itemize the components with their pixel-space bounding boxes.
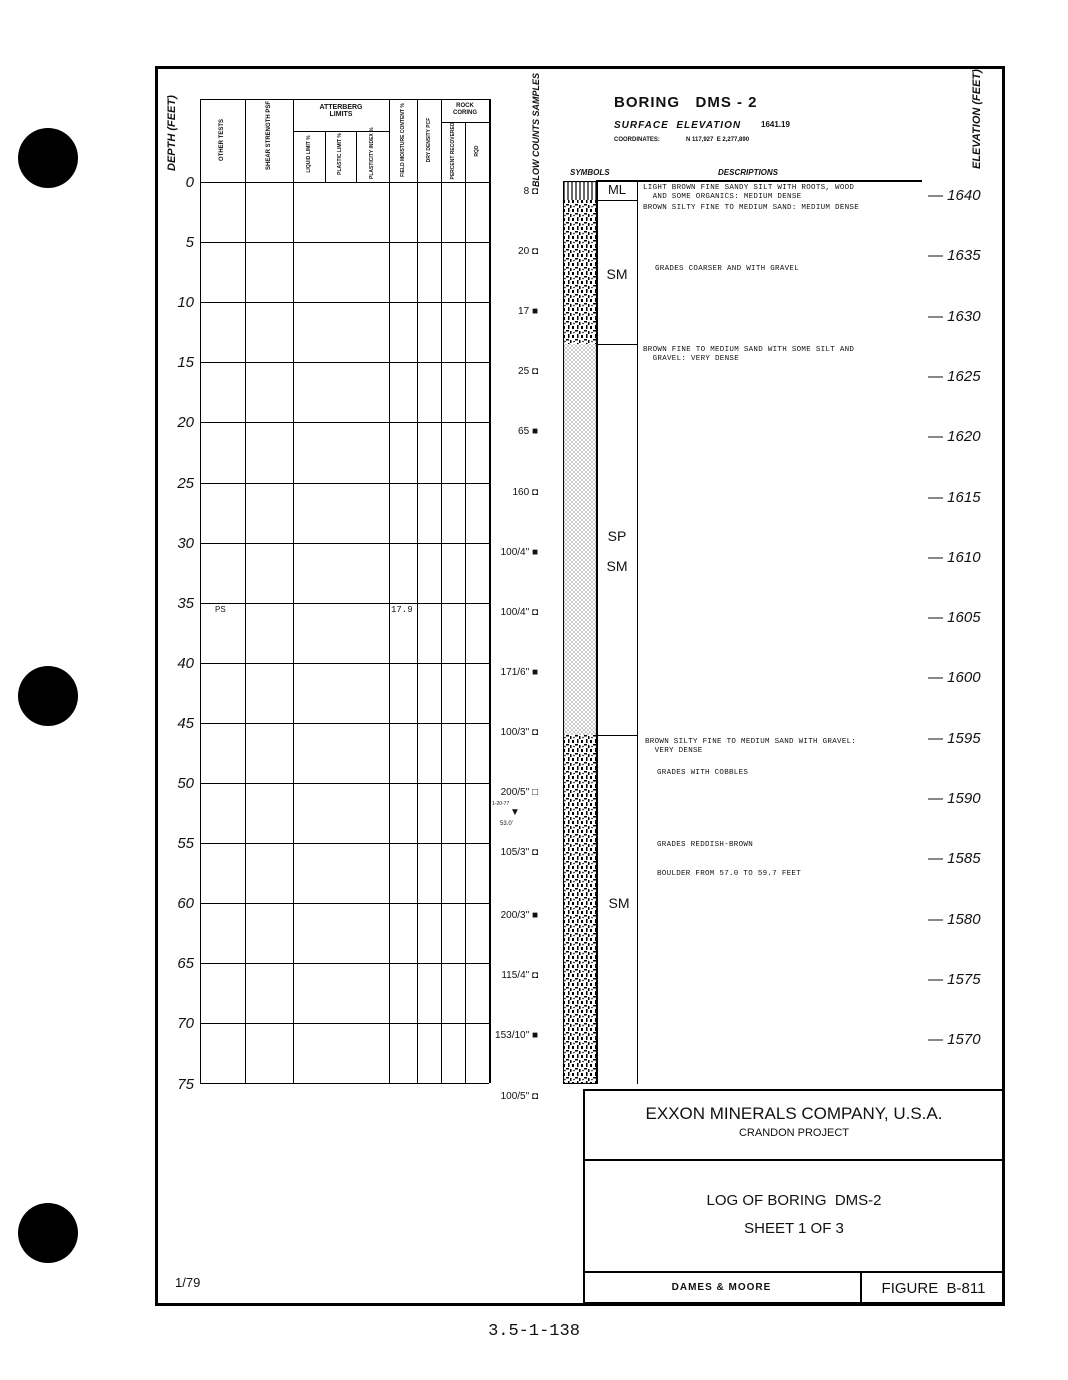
elevation-tick-label: — 1600 [928,669,981,687]
depth-tick-label: 15 [177,354,194,372]
coordinates-label: COORDINATES: [614,137,660,143]
description-4: BROWN FINE TO MEDIUM SAND WITH SOME SILT AND GRAVEL: VERY DENSE [643,346,855,363]
blow-count: 20 ◘ [518,246,538,258]
blow-count: 100/5" ◘ [500,1090,538,1102]
figure-number: FIGURE B-811 [881,1280,986,1297]
depth-tick-label: 5 [185,234,194,252]
water-level-date: 1-20-77 [492,801,510,807]
blow-count: 200/5" □ [500,787,538,798]
depth-axis-label: DEPTH (FEET) [166,95,178,171]
blow-count: 8 ◘ [523,186,538,197]
header-other-tests: OTHER TESTS [219,119,225,162]
blow-count: 160 ◘ [512,486,538,498]
depth-tick-label: 60 [177,895,194,913]
depth-tick-label: 50 [177,775,194,792]
description-3: GRADES COARSER AND WITH GRAVEL [655,265,800,273]
depth-rule [200,663,489,664]
header-plasticity-index: PLASTICITY INDEX % [369,127,375,179]
depth-rule [200,783,489,784]
elevation-tick-label: — 1635 [928,247,981,265]
description-1: LIGHT BROWN FINE SANDY SILT WITH ROOTS, WOOD AND SOME ORGANICS: MEDIUM DENSE [643,184,855,201]
blow-count: 171/6" ■ [500,666,538,678]
surface-elevation-label: SURFACE ELEVATION [614,120,742,131]
depth-tick-label: 20 [177,414,194,432]
depth-tick-label: 70 [177,1015,194,1033]
binder-hole-top [18,128,78,188]
elevation-tick-label: — 1630 [928,307,981,325]
header-percent-recovered: PERCENT RECOVERED [450,122,456,180]
blow-count: 25 ◘ [518,366,538,378]
water-level-icon: ▼ [510,807,520,818]
header-liquid-limit: LIQUID LIMIT % [306,135,312,173]
other-test-value: PS [215,605,226,614]
depth-tick-label: 75 [177,1075,194,1093]
coordinates-value: N 117,927 E 2,277,890 [686,137,750,143]
symbol-sp: SP [607,528,627,544]
company-name: EXXON MINERALS COMPANY, U.S.A. [645,1104,943,1123]
water-level-depth: 53.0' [500,821,513,827]
depth-rule [200,843,489,844]
firm-name: DAMES & MOORE [671,1282,772,1293]
depth-tick-label: 40 [177,654,194,672]
symbol-sm-lower: SM [608,895,630,911]
depth-rule [200,1023,489,1024]
header-atterberg-limits: ATTERBERG LIMITS [319,104,363,118]
depth-tick-label: 45 [177,714,194,732]
elevation-tick-label: — 1595 [928,729,981,747]
depth-rule [200,903,489,904]
elevation-tick-label: — 1605 [928,609,981,627]
elevation-tick-label: — 1620 [928,428,981,446]
elevation-tick-label: — 1625 [928,367,981,385]
date-code: 1/79 [175,1275,201,1290]
header-shear-strength: SHEAR STRENGTH PSF [266,100,272,170]
depth-tick-label: 0 [185,174,194,191]
blow-count: 100/4" ◘ [500,606,538,618]
elevation-tick-label: — 1585 [928,850,981,868]
blow-count: 65 ■ [518,426,538,438]
page-number: 3.5-1-138 [488,1322,580,1341]
depth-rule [200,242,489,243]
header-plastic-limit: PLASTIC LIMIT % [337,133,343,175]
depth-rule [200,422,489,423]
description-5: BROWN SILTY FINE TO MEDIUM SAND WITH GRAVEL: VERY DENSE [645,738,857,755]
depth-rule [200,362,489,363]
binder-hole-middle [18,666,78,726]
elevation-tick-label: — 1640 [928,187,981,204]
description-6: GRADES WITH COBBLES [657,769,749,777]
blow-count: 17 ■ [518,306,538,318]
depth-tick-label: 35 [177,594,194,612]
boring-title: BORING DMS - 2 [614,94,758,111]
blow-count: 115/4" ◘ [501,970,538,982]
soil-graphic-column [563,181,597,1084]
depth-tick-label: 55 [177,835,194,853]
symbol-ml: ML [607,182,627,197]
log-title: LOG OF BORING DMS-2 [706,1192,882,1209]
depth-tick-label: 25 [177,474,194,492]
blow-count: 100/3" ◘ [500,726,538,738]
depth-tick-label: 65 [177,955,194,973]
depth-rule [200,543,489,544]
header-rqd: RQD [474,145,480,157]
symbol-sm-upper: SM [606,266,628,282]
blow-count: 100/4" ■ [500,546,538,558]
symbols-label: SYMBOLS [570,168,610,177]
depth-tick-label: 10 [177,294,194,312]
elevation-tick-label: — 1570 [928,1031,981,1049]
depth-rule [200,723,489,724]
blow-counts-label: BLOW COUNTS SAMPLES [531,73,541,187]
elevation-tick-label: — 1610 [928,548,981,566]
depth-tick-label: 30 [177,534,194,552]
header-dry-density: DRY DENSITY PCF [426,117,432,163]
depth-rule [200,603,489,604]
elevation-tick-label: — 1575 [928,970,981,988]
elevation-axis-label: ELEVATION (FEET) [971,69,983,169]
header-rock-coring: ROCK CORING [453,103,477,116]
header-field-moisture: FIELD MOISTURE CONTENT % [400,103,406,177]
surface-elevation-value: 1641.19 [761,120,790,129]
blow-count: 153/10" ■ [495,1030,538,1042]
sheet-number: SHEET 1 OF 3 [744,1220,844,1237]
blow-count: 200/3" ■ [500,910,538,922]
description-2: BROWN SILTY FINE TO MEDIUM SAND: MEDIUM DENSE [643,204,860,212]
binder-hole-bottom [18,1203,78,1263]
description-8: BOULDER FROM 57.0 TO 59.7 FEET [657,870,802,878]
descriptions-label: DESCRIPTIONS [718,168,779,177]
symbol-sm-middle: SM [606,558,628,574]
depth-rule [200,302,489,303]
elevation-tick-label: — 1590 [928,790,981,807]
description-7: GRADES REDDISH-BROWN [657,841,754,849]
elevation-tick-label: — 1615 [928,488,981,506]
depth-rule [200,963,489,964]
project-name: CRANDON PROJECT [738,1127,849,1139]
elevation-tick-label: — 1580 [928,910,981,928]
moisture-value: 17.9 [391,605,413,615]
blow-count: 105/3" ◘ [500,847,538,859]
depth-rule [200,483,489,484]
